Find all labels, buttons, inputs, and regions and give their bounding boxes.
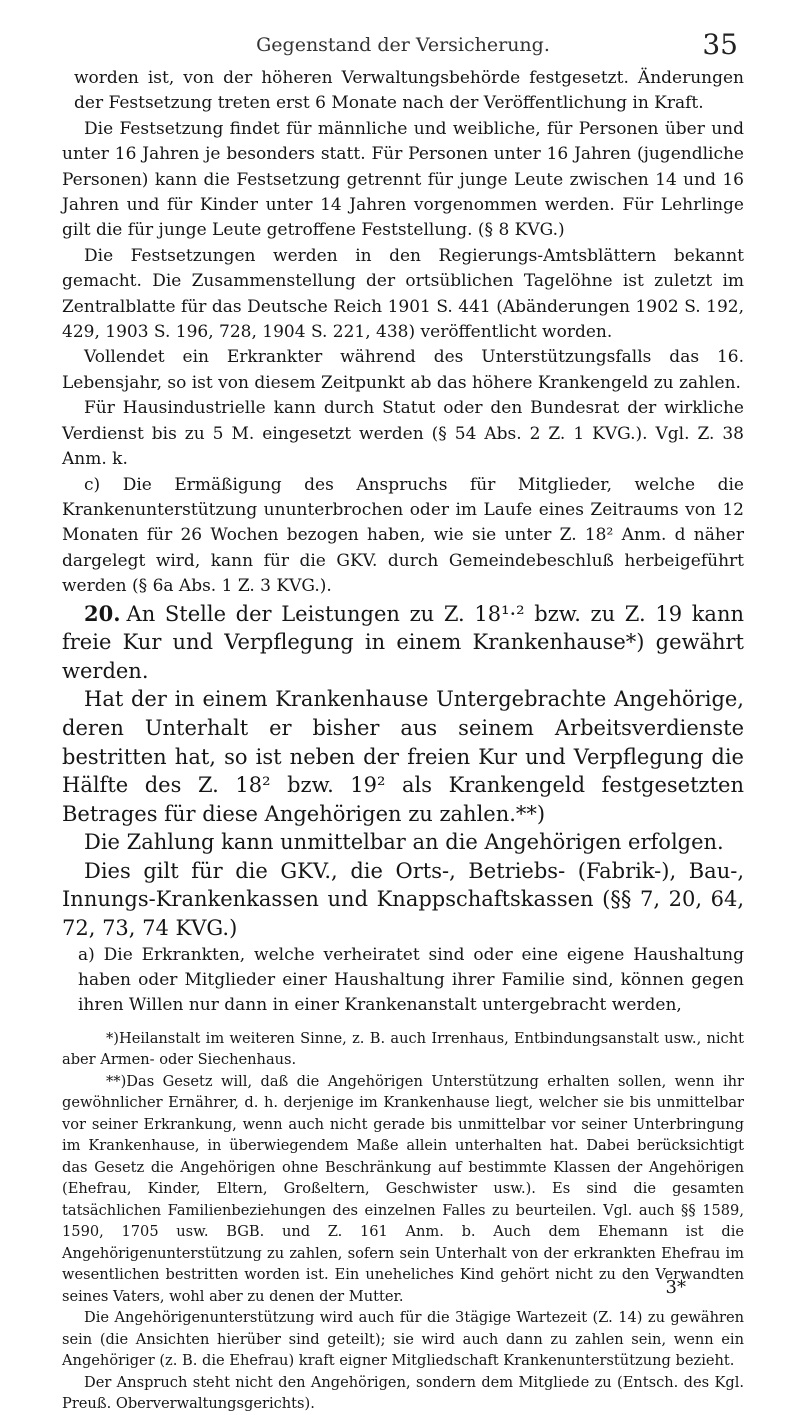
section-paragraph: Die Zahlung kann unmittelbar an die Angehörigen erfolgen. — [84, 830, 724, 855]
paragraph: Für Hausindustrielle kann durch Statut oder den Bundesrat der wirkliche Verdienst bis zu 5 M. eingesetzt werden (§ 54 Abs. 2 Z. 1 KVG.). Vgl. Z. 38 Anm. k. — [62, 398, 744, 470]
main-text — [62, 66, 744, 600]
signature-mark: 3* — [665, 1277, 686, 1298]
section-20 — [62, 600, 744, 1018]
footnote — [62, 1071, 744, 1308]
running-title: Gegenstand der Versicherung. — [256, 34, 550, 56]
paragraph: Die Festsetzung findet für männliche und weibliche, für Personen über und unter 16 Jahren je besonders statt. Für Personen unter 16 Jahren (jugendliche Personen) kann die Festsetzung getrennt für junge Leute zwischen 14 und 16 Jahren und für Kinder unter 14 Jahren vorgenommen werden. Für Lehrlinge gilt die für junge Leute getroffene Feststellung. (§ 8 KVG.) — [62, 118, 744, 241]
paragraph: worden ist, von der höheren Verwaltungsbehörde festgesetzt. Änderungen der Festsetzung treten erst 6 Monate nach der Veröffentlichung in Kraft. — [74, 68, 744, 114]
footnote: Der Anspruch steht nicht den Angehörigen, sondern dem Mitgliede zu (Entsch. des Kgl. Preuß. Oberverwaltungsgerichts). — [62, 1373, 744, 1413]
section-subparagraph-a: a) Die Erkrankten, welche verheiratet sind oder eine eigene Haushaltung haben oder Mitglieder einer Haushaltung ihrer Familie sind, können gegen ihren Willen nur dann in einer Krankenanstalt untergebracht werden, — [78, 944, 744, 1015]
section-paragraph: Hat der in einem Krankenhause Untergebrachte Angehörige, deren Unterhalt er bisher aus seinem Arbeitsverdienste bestritten hat, so ist neben der freien Kur und Verpflegung die Hälfte des Z. 18² bzw. 19² als Krankengeld festgesetzten Betrages für diese Angehörigen zu zahlen.**) — [62, 687, 744, 826]
running-header — [62, 28, 744, 66]
footnote-mark: *) — [106, 1029, 119, 1047]
section-paragraph — [62, 600, 744, 686]
paragraph: Die Festsetzungen werden in den Regierungs-Amtsblättern bekannt gemacht. Die Zusammenstellung der ortsüblichen Tagelöhne ist zuletzt im Zentralblatte für das Deutsche Reich 1901 S. 441 (Abänderungen 1902 S. 192, 429, 1903 S. 196, 728, 1904 S. 221, 438) veröffentlicht worden. — [62, 245, 744, 343]
footnote: Die Angehörigenunterstützung wird auch für die 3tägige Wartezeit (Z. 14) zu gewähren sein (die Ansichten hierüber sind geteilt); sie wird auch dann zu zahlen sein, wenn ein Angehöriger (z. B. die Ehefrau) kraft eigner Mitgliedschaft Krankenunterstützung bezieht. — [62, 1309, 744, 1370]
page-number: 35 — [702, 28, 738, 61]
paragraph: c) Die Ermäßigung des Anspruchs für Mitglieder, welche die Krankenunterstützung ununterbrochen oder im Laufe eines Zeitraums von 12 Monaten für 26 Wochen bezogen haben, wie sie unter Z. 18² Anm. d näher dargelegt wird, kann für die GKV. durch Gemeindebeschluß herbeigeführt werden (§ 6a Abs. 1 Z. 3 KVG.). — [62, 474, 744, 597]
section-paragraph: Dies gilt für die GKV., die Orts-, Betriebs- (Fabrik-), Bau-, Innungs-Krankenkassen und Knappschaftskassen (§§ 7, 20, 64, 72, 73, 74 KVG.) — [62, 858, 744, 941]
footnote — [62, 1028, 744, 1071]
paragraph: Vollendet ein Erkrankter während des Unterstützungsfalls das 16. Lebensjahr, so ist von diesem Zeitpunkt ab das höhere Krankengeld zu zahlen. — [62, 347, 744, 393]
section-number: 20. — [84, 600, 121, 626]
footnotes — [62, 1028, 744, 1415]
section-text: An Stelle der Leistungen zu Z. 18¹·² bzw. zu Z. 19 kann freie Kur und Verpflegung in einem Krankenhause*) gewährt werden. — [62, 601, 744, 683]
footnote-mark: **) — [106, 1072, 127, 1090]
footnote-text: Heilanstalt im weiteren Sinne, z. B. auch Irrenhaus, Entbindungsanstalt usw., nicht aber Armen- oder Siechenhaus. — [62, 1029, 744, 1069]
footnote-text: Das Gesetz will, daß die Angehörigen Unterstützung erhalten sollen, wenn ihr gewöhnlicher Ernährer, d. h. derjenige im Krankenhause liegt, welcher sie bis unmittelbar vor seiner Erkrankung, wenn auch nicht gerade bis unmittelbar vor seiner Unterbringung im Krankenhause, in überwiegendem Maße allein unterhalten hat. Dabei berücksichtigt das Gesetz die Angehörigen ohne Beschränkung auf bestimmte Klassen der Angehörigen (Ehefrau, Kinder, Eltern, Großeltern, Geschwister usw.). Es sind die gesamten tatsächlichen Familienbeziehungen des einzelnen Falles zu beurteilen. Vgl. auch §§ 1589, 1590, 1705 usw. BGB. und Z. 161 Anm. b. Auch dem Ehemann ist die Angehörigenunterstützung zu zahlen, sofern sein Unterhalt von der erkrankten Ehefrau im wesentlichen bestritten worden ist. Ein uneheliches Kind gehört nicht zu den Verwandten seines Vaters, wohl aber zu denen der Mutter. — [62, 1072, 744, 1305]
